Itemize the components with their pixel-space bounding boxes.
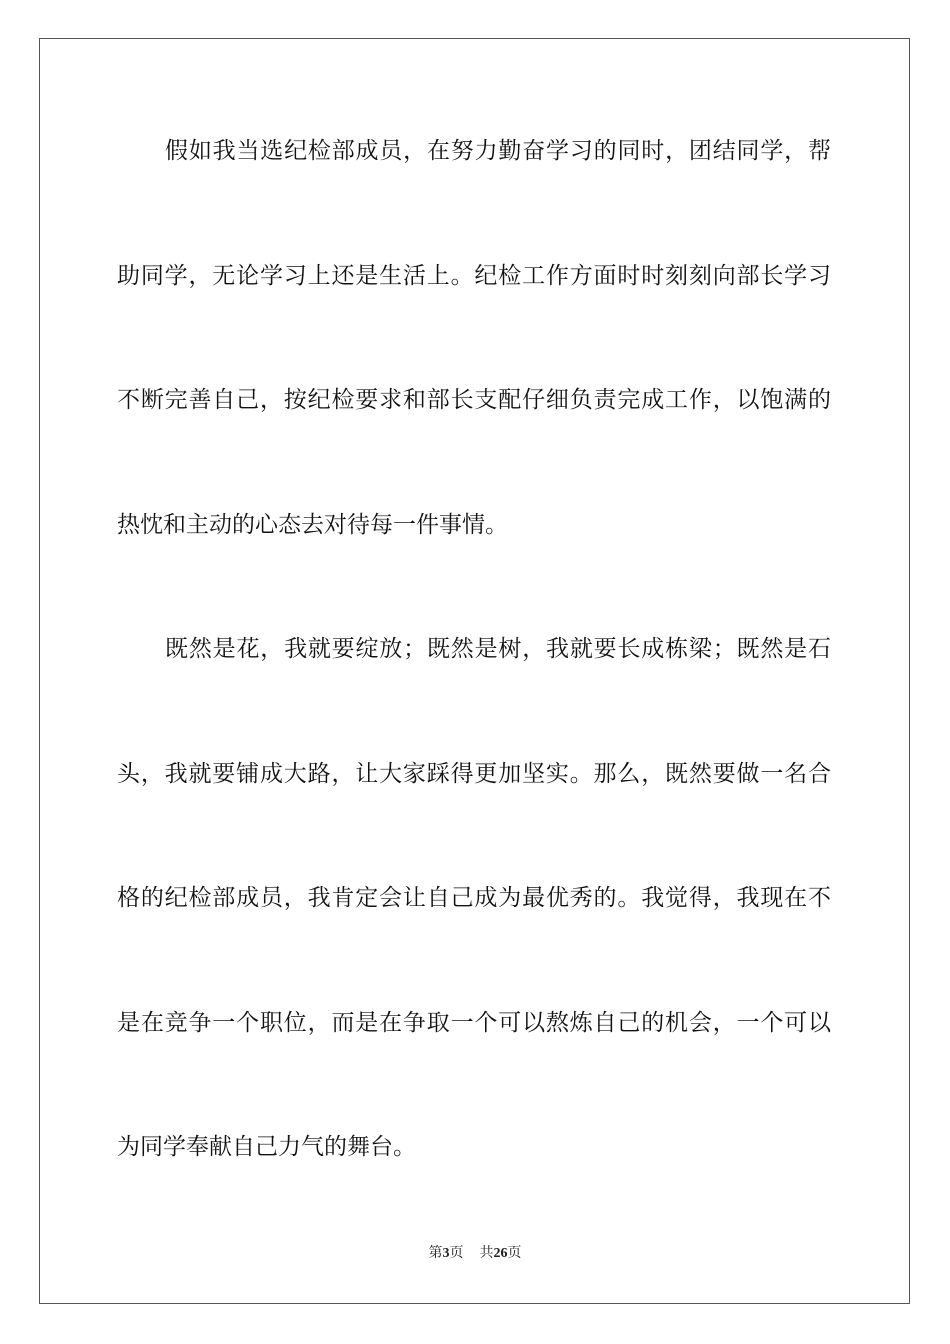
total-prefix: 共 <box>479 1245 494 1261</box>
page-number: 3 <box>442 1246 450 1261</box>
paragraph-1-line-1: 假如我当选纪检部成员，在努力勤奋学习的同时，团结同学，帮 <box>165 138 831 164</box>
page-border <box>39 38 910 1304</box>
page-prefix: 第 <box>428 1245 443 1261</box>
page-footer <box>0 1244 950 1263</box>
paragraph-1-line-4: 热忱和主动的心态去对待每一件事情。 <box>117 512 508 538</box>
total-suffix: 页 <box>507 1245 522 1261</box>
paragraph-1-line-3: 不断完善自己，按纪检要求和部长支配仔细负责完成工作，以饱满的 <box>117 387 831 413</box>
paragraph-2-line-4: 是在竞争一个职位，而是在争取一个可以熬炼自己的机会，一个可以 <box>117 1010 831 1036</box>
page-suffix: 页 <box>449 1245 464 1261</box>
paragraph-2-line-2: 头，我就要铺成大路，让大家踩得更加坚实。那么，既然要做一名合 <box>117 761 831 787</box>
paragraph-2-line-5: 为同学奉献自己力气的舞台。 <box>117 1134 416 1160</box>
paragraph-2-line-3: 格的纪检部成员，我肯定会让自己成为最优秀的。我觉得，我现在不 <box>117 885 831 911</box>
paragraph-1-line-2: 助同学，无论学习上还是生活上。纪检工作方面时时刻刻向部长学习 <box>117 263 831 289</box>
paragraph-2-line-1: 既然是花，我就要绽放；既然是树，我就要长成栋梁；既然是石 <box>165 636 831 662</box>
total-pages: 26 <box>493 1246 508 1261</box>
